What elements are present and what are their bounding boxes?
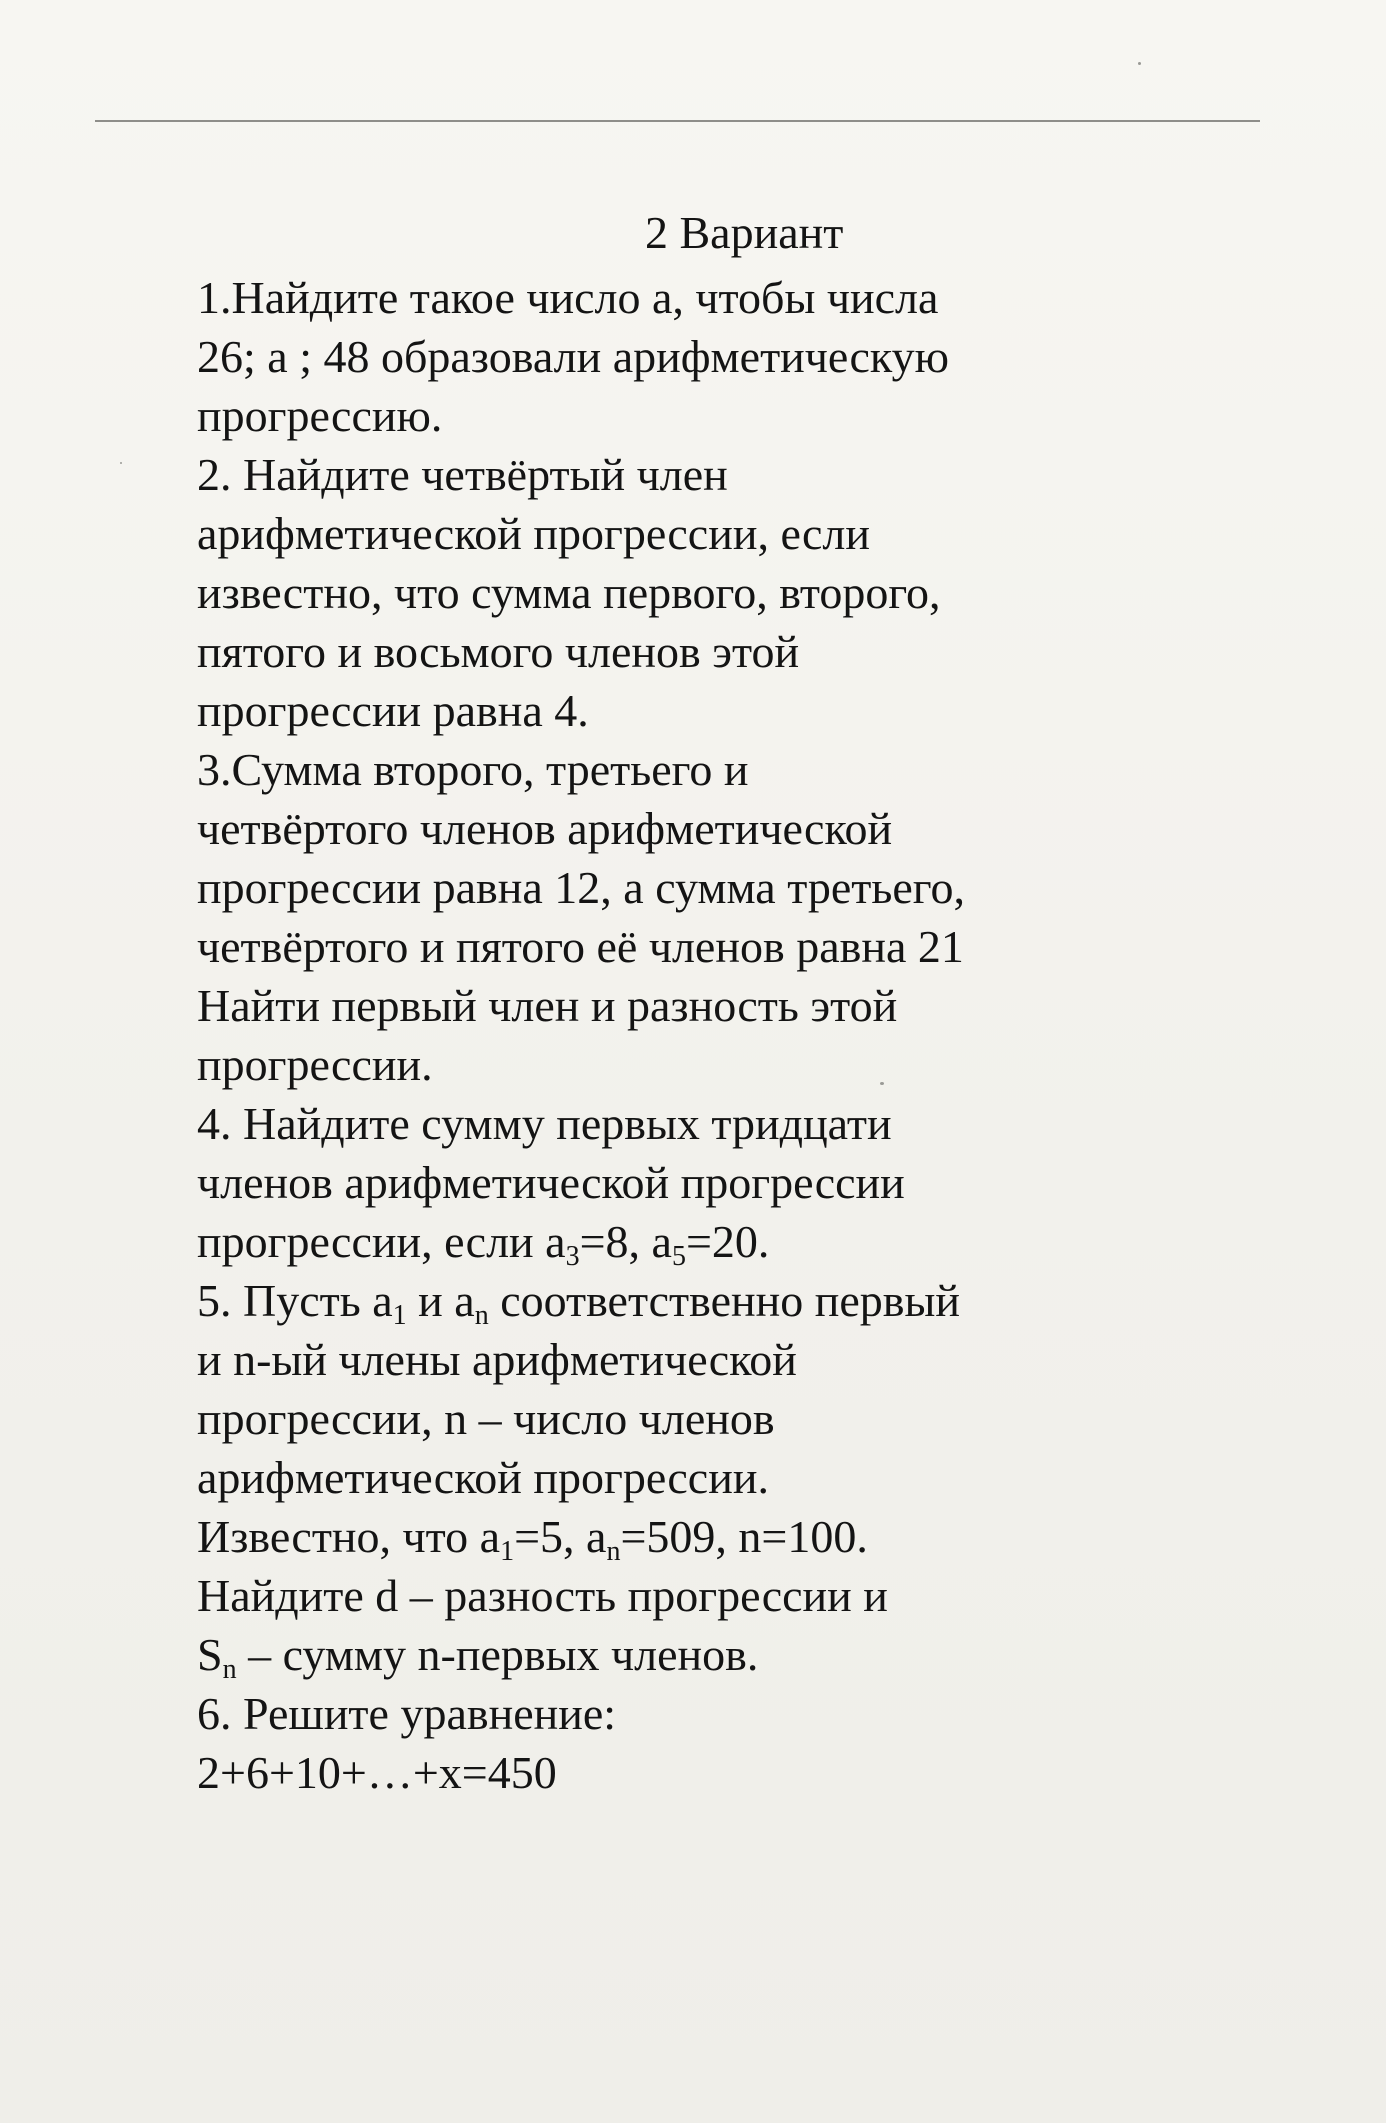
text-line: пятого и восьмого членов этой bbox=[197, 626, 800, 677]
text-line: членов арифметической прогрессии bbox=[197, 1157, 905, 1208]
scan-speck bbox=[120, 462, 122, 464]
equation-line: 2+6+10+…+х=450 bbox=[197, 1747, 557, 1798]
scan-speck bbox=[1138, 62, 1141, 65]
text-line-a1-an bbox=[197, 1271, 1317, 1330]
text-run: прогрессии, если а bbox=[197, 1216, 566, 1267]
subscript: n bbox=[474, 1300, 489, 1331]
text-run: 5. Пусть а bbox=[197, 1275, 393, 1326]
top-divider-line bbox=[95, 120, 1260, 122]
text-run: – сумму n-первых членов. bbox=[236, 1629, 759, 1680]
text-run: =20. bbox=[685, 1216, 770, 1267]
text-line: Найдите d – разность прогрессии и bbox=[197, 1570, 888, 1621]
text-line: 2. Найдите четвёртый член bbox=[197, 449, 728, 500]
text-run: соответственно первый bbox=[488, 1275, 961, 1326]
text-line: прогрессии, n – число членов bbox=[197, 1393, 775, 1444]
text-run: =5, а bbox=[514, 1511, 607, 1562]
task-list bbox=[197, 268, 1317, 1802]
text-line: арифметической прогрессии, если bbox=[197, 508, 870, 559]
text-run: Известно, что а bbox=[197, 1511, 501, 1562]
text-line: четвёртого и пятого её членов равна 21 bbox=[197, 921, 964, 972]
text-run: =509, n=100. bbox=[620, 1511, 868, 1562]
text-line: 1.Найдите такое число а, чтобы числа bbox=[197, 272, 939, 323]
subscript: n bbox=[606, 1536, 621, 1567]
subscript: 5 bbox=[671, 1241, 686, 1272]
text-line: прогрессии равна 12, а сумма третьего, bbox=[197, 862, 966, 913]
text-line: 6. Решите уравнение: bbox=[197, 1688, 617, 1739]
variant-title: 2 Вариант bbox=[645, 207, 844, 258]
text-line: 26; а ; 48 образовали арифметическую bbox=[197, 331, 949, 382]
text-run: и а bbox=[406, 1275, 475, 1326]
text-line: арифметической прогрессии. bbox=[197, 1452, 769, 1503]
text-line: прогрессии. bbox=[197, 1039, 433, 1090]
subscript: 1 bbox=[392, 1300, 407, 1331]
text-line: Найти первый член и разность этой bbox=[197, 980, 898, 1031]
subscript: n bbox=[222, 1654, 237, 1685]
subscript: 1 bbox=[500, 1536, 515, 1567]
text-line-a3-a5 bbox=[197, 1212, 1317, 1271]
text-line: 3.Сумма второго, третьего и bbox=[197, 744, 749, 795]
text-run: S bbox=[197, 1629, 223, 1680]
text-line: прогрессии равна 4. bbox=[197, 685, 589, 736]
text-line: прогрессию. bbox=[197, 390, 443, 441]
subscript: 3 bbox=[565, 1241, 580, 1272]
text-line: известно, что сумма первого, второго, bbox=[197, 567, 941, 618]
text-line: четвёртого членов арифметической bbox=[197, 803, 893, 854]
text-line: 4. Найдите сумму первых тридцати bbox=[197, 1098, 892, 1149]
text-line-sn bbox=[197, 1625, 1317, 1684]
text-line-known-values bbox=[197, 1507, 1317, 1566]
text-line: и n-ый члены арифметической bbox=[197, 1334, 797, 1385]
text-run: =8, а bbox=[579, 1216, 672, 1267]
